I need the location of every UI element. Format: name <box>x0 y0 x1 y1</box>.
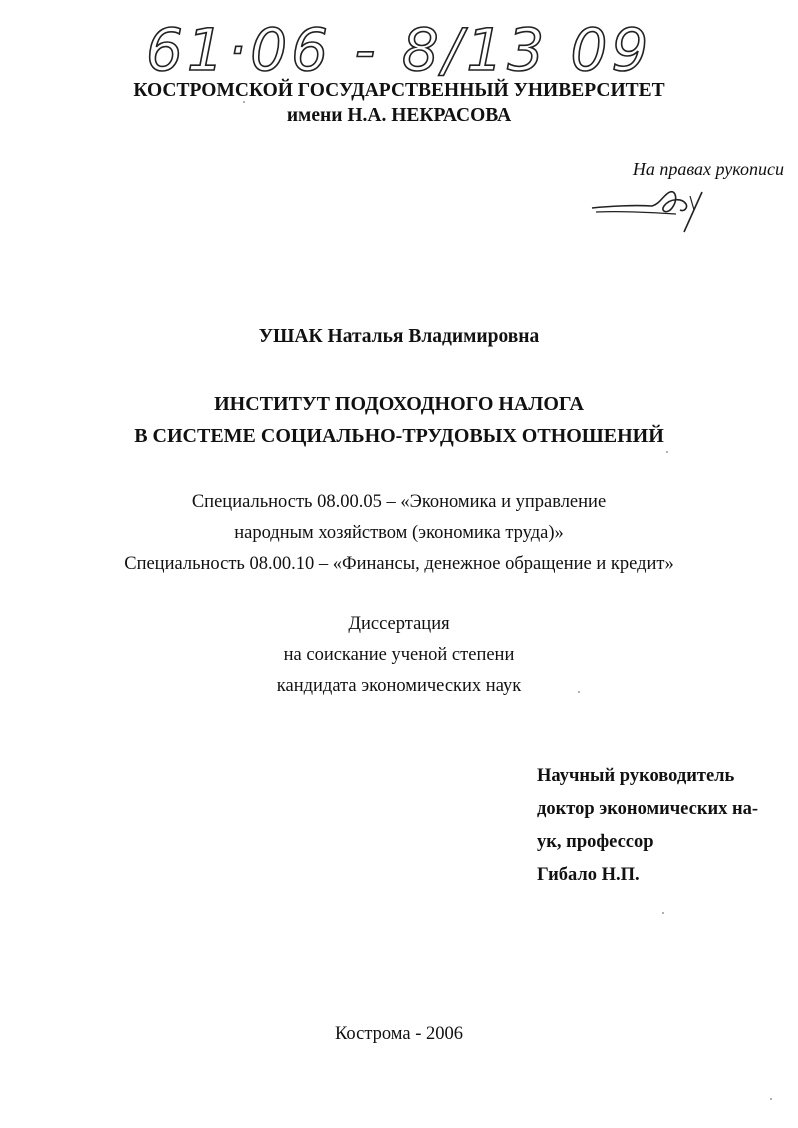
signature-icon <box>590 184 710 238</box>
specialty-line-3: Специальность 08.00.10 – «Финансы, денежное обращение и кредит» <box>124 554 674 574</box>
specialty-line-2: народным хозяйством (экономика труда)» <box>234 523 564 543</box>
author-name: УШАК Наталья Владимировна <box>258 326 540 347</box>
degree-line-3: кандидата экономических наук <box>276 676 522 696</box>
manuscript-rights-note: На правах рукописи <box>632 159 784 179</box>
title-line-1: ИНСТИТУТ ПОДОХОДНОГО НАЛОГА <box>214 393 584 415</box>
degree-line-1: Диссертация <box>348 614 450 634</box>
supervisor-line-3: ук, профессор <box>537 832 654 852</box>
university-name: КОСТРОМСКОЙ ГОСУДАРСТВЕННЫЙ УНИВЕРСИТЕТ <box>133 80 665 101</box>
supervisor-line-4: Гибало Н.П. <box>537 865 640 885</box>
specialties-block <box>0 487 798 580</box>
supervisor-line-1: Научный руководитель <box>537 766 735 786</box>
supervisor-line-2: доктор экономических на- <box>537 799 759 819</box>
scan-speck <box>578 691 580 693</box>
university-named-after: имени Н.А. НЕКРАСОВА <box>286 105 512 126</box>
title-line-2: В СИСТЕМЕ СОЦИАЛЬНО-ТРУДОВЫХ ОТНОШЕНИЙ <box>134 425 664 447</box>
scan-speck <box>666 451 668 453</box>
degree-line-2: на соискание ученой степени <box>283 645 515 665</box>
scan-speck <box>770 1098 772 1100</box>
supervisor-block <box>537 760 758 892</box>
degree-block <box>0 609 798 702</box>
university-header <box>0 78 798 128</box>
city-year: Кострома - 2006 <box>334 1024 463 1044</box>
scan-speck <box>243 101 245 103</box>
handwritten-number-text: 61·06 - 8/13 09 <box>146 16 653 84</box>
scan-speck <box>662 912 664 914</box>
dissertation-title <box>0 388 798 452</box>
handwritten-archive-number <box>146 8 653 86</box>
specialty-line-1: Специальность 08.00.05 – «Экономика и управление <box>191 492 607 512</box>
